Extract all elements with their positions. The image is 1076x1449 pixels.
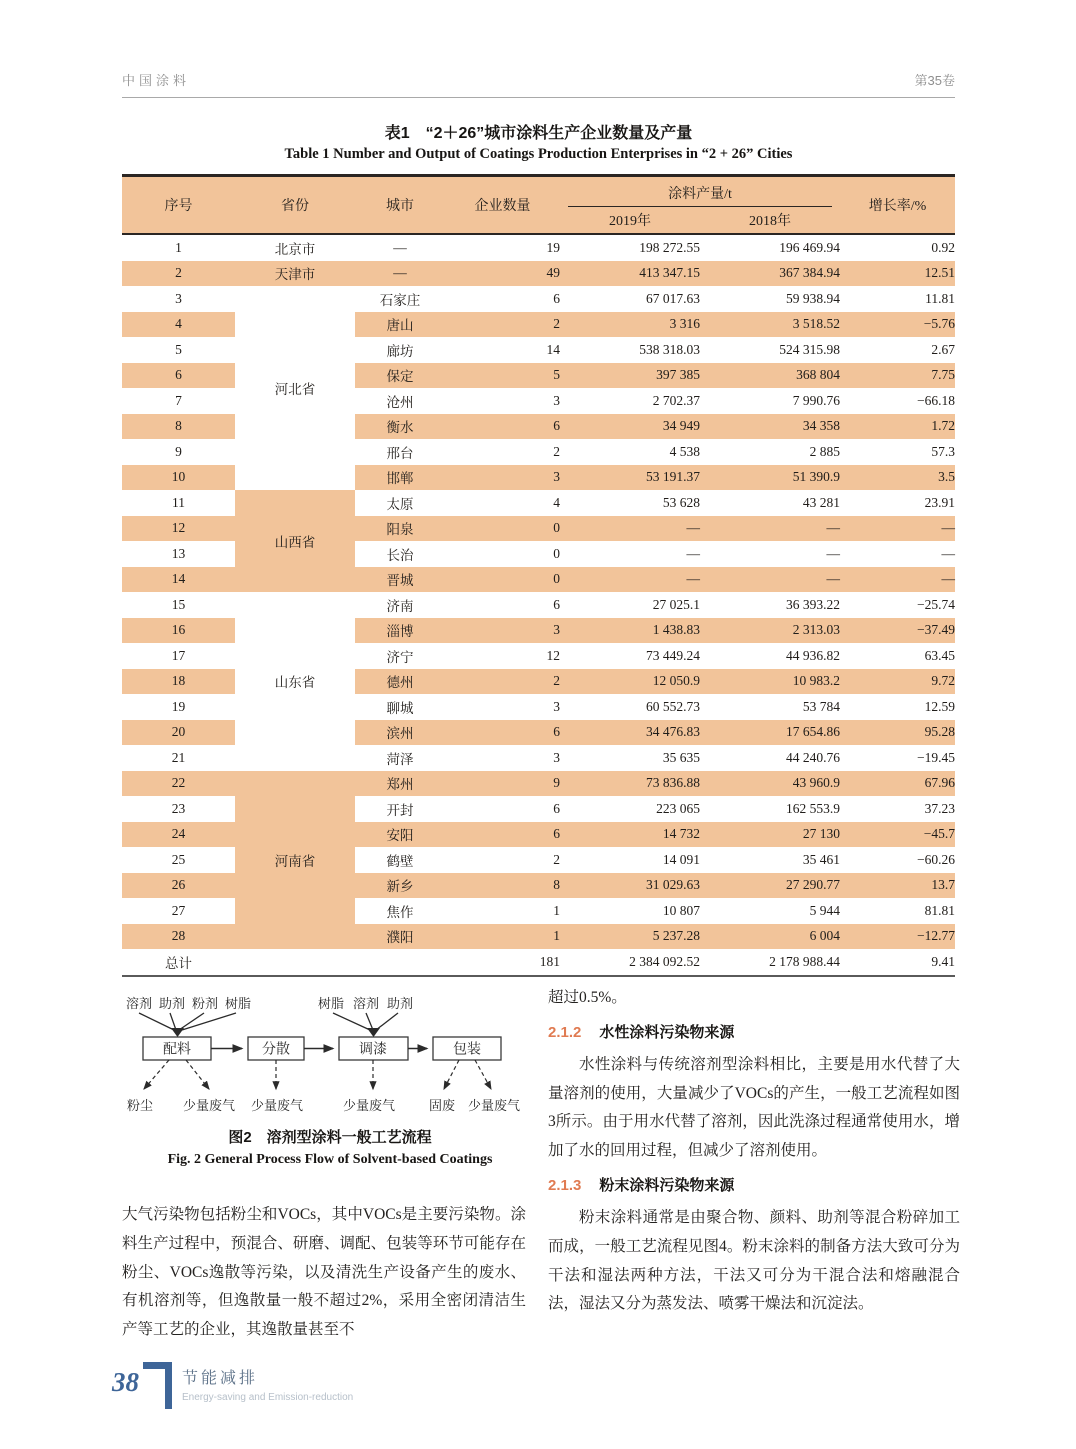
cell-growth: −37.49 [840,618,955,644]
cell-seq: 18 [122,669,235,695]
cell-growth: 2.67 [840,337,955,363]
cell-seq: 8 [122,414,235,440]
cell-seq: 2 [122,261,235,287]
cell-growth: 9.72 [840,669,955,695]
cell-growth: 57.3 [840,439,955,465]
cell-2019: 67 017.63 [560,286,700,312]
cell-count: 2 [445,847,560,873]
cell-2018: 34 358 [700,414,840,440]
cell-2019: 12 050.9 [560,669,700,695]
footer-column-zh: 节能减排 [182,1370,259,1387]
cell-city: 濮阳 [355,924,445,950]
table-total-row [122,949,955,976]
cell-growth: 63.45 [840,643,955,669]
cell-count: 14 [445,337,560,363]
cell-city: 保定 [355,363,445,389]
section-heading-212 [548,1018,960,1047]
step-label-batching: 配料 [163,1042,191,1058]
cell-city: 石家庄 [355,286,445,312]
journal-name: 中国涂料 [122,73,191,88]
cell-count: 6 [445,720,560,746]
col-header-province: 省份 [235,176,355,235]
cell-city: 郑州 [355,771,445,797]
cell-2019: 223 065 [560,796,700,822]
cell-2019: 60 552.73 [560,694,700,720]
input-label-additive: 助剂 [158,996,186,1011]
cell-city: 新乡 [355,873,445,899]
col-header-2018: 2018年 [700,207,840,234]
cell-city: 廊坊 [355,337,445,363]
cell-2018: 3 518.52 [700,312,840,338]
section-number: 2.1.3 [548,1176,582,1194]
table-row [122,592,955,618]
cell-city: 德州 [355,669,445,695]
cell-2019: 35 635 [560,745,700,771]
cell-2018: 51 390.9 [700,465,840,491]
cell-city: 长治 [355,541,445,567]
table-row [122,261,955,287]
cell-count: 0 [445,541,560,567]
output-label-solid-waste: 固废 [428,1098,456,1113]
output-label-waste-gas-2: 少量废气 [250,1098,304,1113]
cell-count: 9 [445,771,560,797]
cell-total-2019: 2 384 092.52 [560,949,700,976]
cell-seq: 21 [122,745,235,771]
cell-count: 49 [445,261,560,287]
cell-city: 焦作 [355,898,445,924]
figure-caption-en: Fig. 2 General Process Flow of Solvent-based Coatings [167,1152,493,1167]
cell-total-growth: 9.41 [840,949,955,976]
cell-total-count: 181 [445,949,560,976]
cell-city: 滨州 [355,720,445,746]
table-row [122,234,955,261]
cell-count: 3 [445,694,560,720]
cell-2018: 367 384.94 [700,261,840,287]
footer-column-en: Energy-saving and Emission-reduction [182,1392,354,1403]
cell-2019: 10 807 [560,898,700,924]
cell-growth: 12.59 [840,694,955,720]
cell-growth: −45.7 [840,822,955,848]
cell-city: 唐山 [355,312,445,338]
cell-seq: 11 [122,490,235,516]
cell-province-henan: 河南省 [235,771,355,950]
cell-count: 3 [445,465,560,491]
cell-2019: 34 949 [560,414,700,440]
cell-seq: 10 [122,465,235,491]
cell-2019: 73 836.88 [560,771,700,797]
cell-seq: 6 [122,363,235,389]
cell-growth: 0.92 [840,234,955,261]
figure-2-process-flow [112,992,548,1168]
cell-2019: 73 449.24 [560,643,700,669]
cell-growth: 67.96 [840,771,955,797]
cell-count: 12 [445,643,560,669]
cell-city: — [355,261,445,287]
cell-2018: 10 983.2 [700,669,840,695]
section-body-213: 粉末涂料通常是由聚合物、颜料、助剂等混合粉碎加工而成，一般工艺流程见图4。粉末涂料的制备方法大致可分为干法和湿法两种方法，干法又可分为干混合法和熔融混合法，湿法又分为蒸发法、喷雾干燥法和沉淀法。 [548,1208,960,1313]
cell-2018: 35 461 [700,847,840,873]
input-label-solvent-2: 溶剂 [352,996,380,1011]
cell-growth: 13.7 [840,873,955,899]
left-column [122,1201,526,1345]
running-head [122,70,955,98]
converge-lines-left [139,1013,236,1030]
converge-arrowhead-right [367,1028,380,1037]
cell-growth: 11.81 [840,286,955,312]
table-header-row [122,176,955,208]
cell-2019: 4 538 [560,439,700,465]
cell-seq: 20 [122,720,235,746]
cell-2019: — [560,541,700,567]
cell-2019: 198 272.55 [560,234,700,261]
cell-growth: 3.5 [840,465,955,491]
cell-count: 3 [445,618,560,644]
cell-2019: 413 347.15 [560,261,700,287]
cell-2018: 196 469.94 [700,234,840,261]
cell-seq: 12 [122,516,235,542]
cell-2019: 3 316 [560,312,700,338]
table-title-zh: 表1 “2＋26”城市涂料生产企业数量及产量 [384,125,693,142]
cell-city: 邢台 [355,439,445,465]
cell-count: 6 [445,822,560,848]
cell-city: — [355,234,445,261]
cell-growth: −60.26 [840,847,955,873]
cell-seq: 27 [122,898,235,924]
col-header-enterprises: 企业数量 [445,176,560,235]
col-header-city: 城市 [355,176,445,235]
cell-2019: 538 318.03 [560,337,700,363]
cell-2019: 31 029.63 [560,873,700,899]
cell-2018: — [700,541,840,567]
cell-2019: — [560,516,700,542]
cell-growth: 81.81 [840,898,955,924]
cell-2019: 14 732 [560,822,700,848]
cell-2019: 1 438.83 [560,618,700,644]
cell-2019: 34 476.83 [560,720,700,746]
cell-2018: 17 654.86 [700,720,840,746]
cell-seq: 16 [122,618,235,644]
cell-seq: 4 [122,312,235,338]
cell-province: 北京市 [235,234,355,261]
output-label-dust: 粉尘 [126,1098,154,1113]
converge-arrowhead-left [171,1028,184,1037]
cell-2019: 397 385 [560,363,700,389]
cell-seq: 23 [122,796,235,822]
cell-seq: 14 [122,567,235,593]
cell-city: 开封 [355,796,445,822]
col-header-output-group [560,176,840,208]
figure-caption-zh: 图2 溶剂型涂料一般工艺流程 [228,1129,432,1146]
input-label-powder: 粉剂 [191,996,219,1011]
cell-empty [355,949,445,976]
cell-count: 6 [445,592,560,618]
cell-province-hebei: 河北省 [235,286,355,490]
section-title: 粉末涂料污染物来源 [599,1176,735,1194]
cell-city: 太原 [355,490,445,516]
cell-province-shandong: 山东省 [235,592,355,771]
footer-column-title [182,1365,353,1403]
cell-growth: −5.76 [840,312,955,338]
cell-count: 2 [445,669,560,695]
cell-2018: 368 804 [700,363,840,389]
step-label-dispersing: 分散 [262,1042,290,1058]
cell-city: 济宁 [355,643,445,669]
cell-2019: 5 237.28 [560,924,700,950]
step-label-mixing: 调漆 [359,1042,387,1058]
cell-2018: 162 553.9 [700,796,840,822]
cell-empty [235,949,355,976]
cell-growth: −25.74 [840,592,955,618]
cell-count: 4 [445,490,560,516]
table-row [122,490,955,516]
cell-2018: — [700,567,840,593]
cell-2018: 53 784 [700,694,840,720]
col-header-growth: 增长率/% [840,176,955,235]
section-title: 水性涂料污染物来源 [599,1023,735,1041]
cell-2018: 36 393.22 [700,592,840,618]
cell-growth: 95.28 [840,720,955,746]
table-row [122,286,955,312]
cell-seq: 28 [122,924,235,950]
cell-2018: 5 944 [700,898,840,924]
process-flow-diagram [112,992,548,1118]
cell-growth: 7.75 [840,363,955,389]
cell-seq: 19 [122,694,235,720]
cell-2018: 44 240.76 [700,745,840,771]
cell-seq: 13 [122,541,235,567]
output-label-waste-gas-1: 少量废气 [182,1098,236,1113]
cell-count: 0 [445,567,560,593]
section-number: 2.1.2 [548,1023,582,1041]
cell-total-label: 总计 [122,949,235,976]
cell-growth: 37.23 [840,796,955,822]
step-label-packaging: 包装 [453,1042,481,1058]
cell-growth: — [840,516,955,542]
cell-seq: 7 [122,388,235,414]
cell-2019: 53 191.37 [560,465,700,491]
cell-2018: 27 290.77 [700,873,840,899]
right-column [548,984,960,1319]
cell-seq: 17 [122,643,235,669]
input-label-solvent: 溶剂 [125,996,153,1011]
cell-seq: 3 [122,286,235,312]
input-label-additive-2: 助剂 [386,996,414,1011]
cell-seq: 9 [122,439,235,465]
cell-count: 2 [445,439,560,465]
cell-seq: 22 [122,771,235,797]
corner-mark [143,1362,172,1409]
cell-city: 济南 [355,592,445,618]
cell-province-shanxi: 山西省 [235,490,355,592]
cell-seq: 24 [122,822,235,848]
overflow-line: 超过0.5%。 [548,989,627,1006]
cell-count: 5 [445,363,560,389]
volume-label: 第35卷 [914,73,955,88]
cell-seq: 1 [122,234,235,261]
cell-count: 8 [445,873,560,899]
cell-count: 6 [445,414,560,440]
converge-lines-right [333,1013,398,1030]
input-label-resin: 树脂 [224,996,252,1011]
cell-seq: 15 [122,592,235,618]
cell-count: 19 [445,234,560,261]
cell-city: 淄博 [355,618,445,644]
cell-2018: 43 281 [700,490,840,516]
cell-seq: 5 [122,337,235,363]
section-body-212: 水性涂料与传统溶剂型涂料相比，主要是用水代替了大量溶剂的使用，大量减少了VOCs的产生，一般工艺流程如图3所示。由于用水代替了溶剂，因此洗涤过程通常使用水，增加了水的回用过程，但减少了溶剂使用。 [548,1055,960,1160]
cell-growth: — [840,541,955,567]
cell-2019: 2 702.37 [560,388,700,414]
cell-count: 6 [445,286,560,312]
cell-growth: −19.45 [840,745,955,771]
cell-count: 3 [445,388,560,414]
cell-city: 菏泽 [355,745,445,771]
cell-total-2018: 2 178 988.44 [700,949,840,976]
cell-2018: 6 004 [700,924,840,950]
cell-2018: 44 936.82 [700,643,840,669]
table-title-en: Table 1 Number and Output of Coatings Production Enterprises in “2 + 26” Cities [284,146,793,162]
cell-growth: 23.91 [840,490,955,516]
cell-city: 邯郸 [355,465,445,491]
cell-2018: 27 130 [700,822,840,848]
cell-city: 沧州 [355,388,445,414]
table-row [122,771,955,797]
output-label-waste-gas-4: 少量废气 [467,1098,521,1113]
cell-city: 聊城 [355,694,445,720]
cell-count: 6 [445,796,560,822]
cell-growth: −66.18 [840,388,955,414]
output-group-label: 涂料产量/t [568,178,832,207]
cell-growth: — [840,567,955,593]
cell-2019: 27 025.1 [560,592,700,618]
emission-arrows [144,1060,491,1089]
page-footer [112,1362,353,1409]
cell-city: 安阳 [355,822,445,848]
input-label-resin-2: 树脂 [317,996,345,1011]
cell-growth: −12.77 [840,924,955,950]
cell-count: 3 [445,745,560,771]
col-header-seq: 序号 [122,176,235,235]
cell-2018: 43 960.9 [700,771,840,797]
cell-city: 鹤壁 [355,847,445,873]
cell-2018: — [700,516,840,542]
cell-count: 1 [445,898,560,924]
cell-city: 晋城 [355,567,445,593]
col-header-2019: 2019年 [560,207,700,234]
cell-city: 阳泉 [355,516,445,542]
cell-growth: 12.51 [840,261,955,287]
production-table [122,174,955,977]
section-heading-213 [548,1171,960,1200]
cell-2019: 14 091 [560,847,700,873]
cell-count: 0 [445,516,560,542]
cell-2018: 524 315.98 [700,337,840,363]
cell-province: 天津市 [235,261,355,287]
cell-city: 衡水 [355,414,445,440]
cell-count: 2 [445,312,560,338]
page-number: 38 [112,1367,139,1397]
cell-2018: 59 938.94 [700,286,840,312]
left-paragraph: 大气污染物包括粉尘和VOCs，其中VOCs是主要污染物。涂料生产过程中，预混合、研磨、调配、包装等环节可能存在粉尘、VOCs逸散等污染，以及清洗生产设备产生的废水、有机溶剂等，但逸散量一般不超过2%，采用全密闭清洁生产等工艺的企业，其逸散量甚至不 [122,1206,526,1339]
cell-growth: 1.72 [840,414,955,440]
cell-2018: 7 990.76 [700,388,840,414]
cell-seq: 26 [122,873,235,899]
cell-seq: 25 [122,847,235,873]
cell-2018: 2 885 [700,439,840,465]
cell-2018: 2 313.03 [700,618,840,644]
output-label-waste-gas-3: 少量废气 [342,1098,396,1113]
cell-count: 1 [445,924,560,950]
table-header [122,176,955,235]
cell-2019: 53 628 [560,490,700,516]
cell-2019: — [560,567,700,593]
